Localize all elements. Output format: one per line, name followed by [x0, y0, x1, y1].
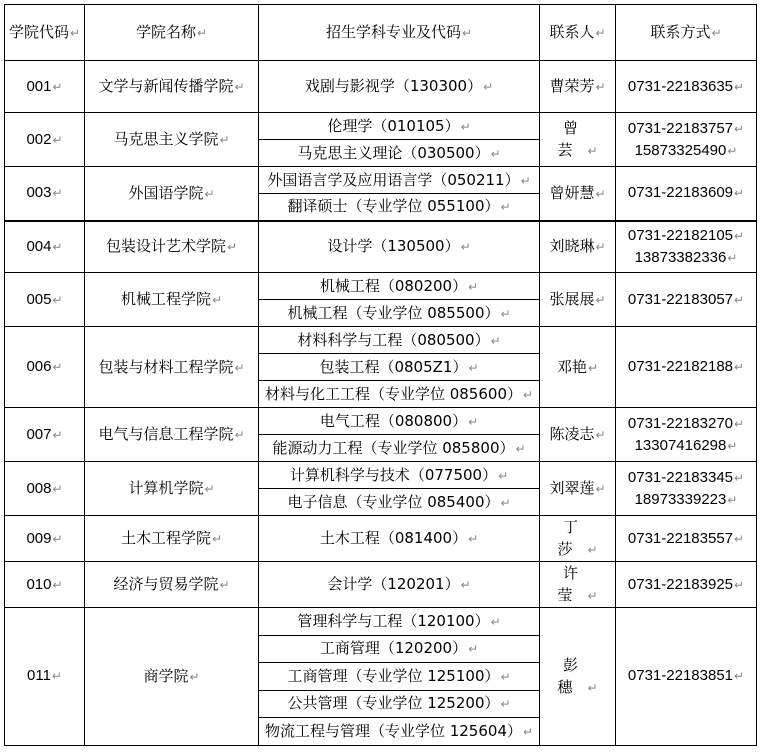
- college-code: [5, 408, 85, 462]
- phone-number: 0731-22183609: [627, 184, 734, 202]
- major-text: 翻译硕士（专业学位 055100）: [287, 197, 500, 216]
- paragraph-mark: ↵: [727, 492, 738, 507]
- phone-number: 13307416298: [634, 436, 727, 454]
- college-name: [85, 562, 259, 608]
- admissions-table: [4, 4, 757, 746]
- contact-name-text: 彭 穗: [557, 655, 592, 696]
- header-contact: 联系人↵: [540, 5, 616, 61]
- college-code: [5, 608, 85, 746]
- college-name: [85, 167, 259, 221]
- contact-person: [540, 562, 616, 608]
- college-name-text: 计算机学院: [128, 479, 204, 497]
- major-cell: [259, 562, 540, 608]
- contact-phone: [616, 61, 757, 113]
- paragraph-mark: ↵: [500, 306, 511, 321]
- header-name: 学院名称↵: [85, 5, 259, 61]
- phone-number: 0731-22183345: [627, 468, 734, 486]
- contact-person: [540, 61, 616, 113]
- college-name: [85, 462, 259, 516]
- major-cell: [259, 273, 540, 300]
- paragraph-mark: ↵: [189, 669, 200, 684]
- header-code: 学院代码↵: [5, 5, 85, 61]
- major-cell: [259, 663, 540, 691]
- paragraph-mark: ↵: [587, 360, 599, 375]
- major-cell: [259, 516, 540, 562]
- college-code: [5, 167, 85, 221]
- major-cell: [259, 381, 540, 408]
- college-code: [5, 273, 85, 327]
- table-row: [5, 408, 757, 435]
- paragraph-mark: ↵: [204, 186, 215, 201]
- table-row: [5, 113, 757, 140]
- table-body: [5, 61, 757, 746]
- major-cell: [259, 435, 540, 462]
- paragraph-mark: ↵: [52, 239, 63, 254]
- contact-name-text: 陈凌志: [549, 425, 595, 443]
- table-row: [5, 327, 757, 354]
- contact-phone: [616, 221, 757, 273]
- major-cell: [259, 61, 540, 113]
- paragraph-mark: ↵: [515, 441, 526, 456]
- major-text: 土木工程（081400）: [319, 529, 468, 547]
- contact-name-text: 曹荣芳: [549, 77, 595, 95]
- contact-name-text: 张展展: [549, 290, 595, 308]
- major-cell: [259, 167, 540, 194]
- college-code-text: 009: [26, 529, 52, 547]
- phone-number: 0731-22182105: [627, 226, 734, 244]
- paragraph-mark: ↵: [500, 495, 511, 510]
- college-code-text: 002: [26, 130, 52, 148]
- paragraph-mark: ↵: [52, 186, 63, 201]
- paragraph-mark: ↵: [587, 680, 598, 695]
- contact-name-text: 曾妍慧: [549, 183, 595, 202]
- major-cell: [259, 608, 540, 636]
- contact-person: [540, 273, 616, 327]
- paragraph-mark: ↵: [734, 79, 745, 94]
- college-name-text: 商学院: [143, 666, 189, 685]
- paragraph-mark: ↵: [595, 240, 606, 255]
- contact-person: [540, 167, 616, 221]
- college-name-text: 机械工程学院: [120, 290, 211, 308]
- contact-name-text: 邓艳: [556, 357, 587, 376]
- college-name: [85, 327, 259, 408]
- major-cell: [259, 462, 540, 489]
- paragraph-mark: ↵: [595, 186, 606, 201]
- paragraph-mark: ↵: [211, 532, 223, 546]
- major-cell: [259, 718, 540, 746]
- paragraph-mark: ↵: [52, 481, 63, 496]
- major-text: 机械工程（专业学位 085500）: [287, 303, 500, 322]
- college-name: [85, 516, 259, 562]
- college-code-text: 006: [26, 358, 52, 375]
- major-text: 电气工程（080800）: [319, 411, 468, 430]
- contact-name-text: 刘晓琳: [549, 237, 595, 256]
- paragraph-mark: ↵: [226, 240, 238, 255]
- college-name: [85, 273, 259, 327]
- paragraph-mark: ↵: [734, 470, 745, 485]
- major-text: 电子信息（专业学位 085400）: [287, 492, 500, 511]
- paragraph-mark: ↵: [52, 360, 63, 374]
- paragraph-mark: ↵: [734, 416, 745, 431]
- college-name-text: 外国语学院: [128, 183, 204, 202]
- paragraph-mark: ↵: [211, 293, 223, 307]
- paragraph-mark: ↵: [234, 80, 245, 94]
- contact-name-text: 刘翠莲: [549, 479, 595, 497]
- phone-number: 0731-22183757: [627, 119, 734, 137]
- major-text: 外国语言学及应用语言学（050211）: [267, 170, 520, 189]
- paragraph-mark: ↵: [460, 119, 471, 134]
- paragraph-mark: ↵: [52, 531, 63, 546]
- contact-person: [540, 462, 616, 516]
- paragraph-mark: ↵: [595, 428, 606, 442]
- contact-person: [540, 516, 616, 562]
- table-row: [5, 273, 757, 300]
- phone-number: 15873325490: [634, 141, 727, 159]
- paragraph-mark: ↵: [727, 438, 738, 453]
- major-text: 会计学（120201）: [327, 575, 460, 593]
- paragraph-mark: ↵: [468, 360, 479, 375]
- paragraph-mark: ↵: [500, 669, 511, 684]
- major-text: 材料与化工工程（专业学位 085600）: [264, 384, 522, 403]
- major-text: 管理科学与工程（120100）: [297, 611, 490, 630]
- college-code-text: 005: [26, 290, 52, 308]
- major-cell: [259, 221, 540, 273]
- table-row: [5, 462, 757, 489]
- paragraph-mark: ↵: [52, 427, 63, 442]
- paragraph-mark: ↵: [587, 144, 598, 158]
- contact-phone: [616, 608, 757, 746]
- college-code: [5, 562, 85, 608]
- paragraph-mark: ↵: [734, 531, 745, 546]
- major-text: 能源动力工程（专业学位 085800）: [272, 438, 515, 457]
- paragraph-mark: ↵: [734, 186, 745, 201]
- major-cell: [259, 327, 540, 354]
- contact-person: [540, 408, 616, 462]
- college-name-text: 包装与材料工程学院: [98, 357, 234, 376]
- major-cell: [259, 113, 540, 140]
- college-code: [5, 113, 85, 167]
- contact-person: [540, 327, 616, 408]
- major-cell: [259, 354, 540, 381]
- paragraph-mark: ↵: [727, 250, 738, 265]
- contact-name-text: 丁 莎: [557, 518, 592, 558]
- major-text: 设计学（130500）: [327, 237, 460, 256]
- contact-person: [540, 221, 616, 273]
- contact-phone: [616, 327, 757, 408]
- header-row: [5, 5, 757, 61]
- paragraph-mark: ↵: [595, 293, 606, 307]
- major-text: 工商管理（专业学位 125100）: [287, 666, 500, 685]
- phone-number: 0731-22183557: [627, 529, 734, 547]
- table-row: [5, 516, 757, 562]
- major-cell: [259, 300, 540, 327]
- table-row: [5, 167, 757, 194]
- college-name-text: 马克思主义学院: [113, 130, 219, 148]
- major-text: 物流工程与管理（专业学位 125604）: [264, 721, 522, 740]
- major-cell: [259, 489, 540, 516]
- major-cell: [259, 635, 540, 663]
- phone-number: 0731-22182188: [627, 358, 734, 375]
- paragraph-mark: ↵: [52, 577, 63, 592]
- paragraph-mark: ↵: [219, 578, 230, 592]
- paragraph-mark: ↵: [727, 143, 738, 158]
- paragraph-mark: ↵: [587, 543, 598, 557]
- paragraph-mark: ↵: [219, 133, 230, 147]
- paragraph-mark: ↵: [734, 121, 745, 136]
- contact-phone: [616, 562, 757, 608]
- major-text: 计算机科学与技术（077500）: [289, 465, 498, 484]
- paragraph-mark: ↵: [734, 577, 745, 592]
- table-row: [5, 608, 757, 636]
- major-text: 包装工程（0805Z1）: [319, 357, 468, 376]
- contact-name-text: 曾 芸: [557, 119, 592, 159]
- major-cell: [259, 690, 540, 718]
- major-cell: [259, 194, 540, 221]
- phone-number: 0731-22183270: [627, 414, 734, 432]
- header-majors: 招生学科专业及代码↵: [259, 5, 540, 61]
- paragraph-mark: ↵: [483, 80, 494, 94]
- college-name: [85, 61, 259, 113]
- major-text: 工商管理（120200）: [319, 639, 468, 658]
- major-text: 机械工程（080200）: [319, 276, 468, 295]
- college-code-text: 007: [26, 425, 52, 443]
- paragraph-mark: ↵: [468, 279, 479, 294]
- paragraph-mark: ↵: [734, 669, 745, 684]
- major-text: 马克思主义理论（030500）: [297, 143, 490, 162]
- paragraph-mark: ↵: [734, 360, 745, 374]
- paragraph-mark: ↵: [498, 468, 509, 483]
- paragraph-mark: ↵: [468, 532, 479, 546]
- paragraph-mark: ↵: [734, 228, 745, 243]
- paragraph-mark: ↵: [204, 482, 215, 496]
- college-name-text: 文学与新闻传播学院: [98, 77, 234, 95]
- major-cell: [259, 140, 540, 167]
- contact-phone: [616, 516, 757, 562]
- college-name: [85, 608, 259, 746]
- paragraph-mark: ↵: [490, 146, 501, 161]
- major-text: 材料科学与工程（080500）: [297, 330, 490, 349]
- paragraph-mark: ↵: [468, 414, 479, 429]
- phone-number: 0731-22183635: [627, 77, 734, 95]
- paragraph-mark: ↵: [52, 79, 63, 94]
- paragraph-mark: ↵: [522, 387, 534, 402]
- paragraph-mark: ↵: [734, 292, 745, 307]
- college-code-text: 010: [26, 575, 52, 593]
- paragraph-mark: ↵: [460, 578, 471, 592]
- major-cell: [259, 408, 540, 435]
- college-name-text: 经济与贸易学院: [113, 575, 219, 593]
- paragraph-mark: ↵: [52, 292, 63, 307]
- college-code-text: 011: [27, 667, 51, 685]
- phone-number: 0731-22183851: [627, 667, 734, 685]
- paragraph-mark: ↵: [51, 669, 62, 684]
- college-name-text: 土木工程学院: [120, 529, 211, 547]
- paragraph-mark: ↵: [52, 132, 63, 147]
- college-name-text: 包装设计艺术学院: [105, 237, 226, 256]
- contact-person: [540, 113, 616, 167]
- paragraph-mark: ↵: [595, 482, 606, 496]
- header-phone: 联系方式↵: [616, 5, 757, 61]
- contact-phone: [616, 273, 757, 327]
- contact-phone: [616, 113, 757, 167]
- paragraph-mark: ↵: [595, 80, 606, 94]
- college-code-text: 004: [26, 237, 52, 255]
- phone-number: 18973339223: [634, 490, 727, 508]
- contact-phone: [616, 408, 757, 462]
- paragraph-mark: ↵: [522, 724, 534, 739]
- college-code: [5, 221, 85, 273]
- contact-person: [540, 608, 616, 746]
- college-name: [85, 408, 259, 462]
- table-row: [5, 61, 757, 113]
- paragraph-mark: ↵: [587, 589, 598, 603]
- contact-phone: [616, 167, 757, 221]
- college-name: [85, 221, 259, 273]
- paragraph-mark: ↵: [500, 200, 511, 215]
- contact-name-text: 许 莹: [557, 564, 592, 604]
- paragraph-mark: ↵: [460, 240, 471, 255]
- major-text: 伦理学（010105）: [327, 116, 460, 135]
- paragraph-mark: ↵: [490, 614, 501, 629]
- paragraph-mark: ↵: [520, 173, 531, 188]
- college-code-text: 003: [26, 184, 52, 202]
- table-row: [5, 562, 757, 608]
- phone-number: 0731-22183057: [627, 290, 734, 308]
- college-code: [5, 61, 85, 113]
- paragraph-mark: ↵: [490, 333, 501, 348]
- college-code-text: 001: [26, 77, 52, 95]
- table-row: [5, 221, 757, 273]
- college-code: [5, 327, 85, 408]
- phone-number: 13873382336: [634, 248, 727, 266]
- paragraph-mark: ↵: [468, 642, 479, 657]
- phone-number: 0731-22183925: [627, 575, 734, 593]
- major-text: 公共管理（专业学位 125200）: [287, 694, 500, 713]
- contact-phone: [616, 462, 757, 516]
- paragraph-mark: ↵: [234, 360, 245, 375]
- college-code-text: 008: [26, 479, 52, 497]
- paragraph-mark: ↵: [234, 428, 245, 442]
- college-name-text: 电气与信息工程学院: [98, 425, 234, 443]
- college-name: [85, 113, 259, 167]
- college-code: [5, 462, 85, 516]
- college-code: [5, 516, 85, 562]
- major-text: 戏剧与影视学（130300）: [304, 77, 483, 95]
- paragraph-mark: ↵: [500, 697, 511, 712]
